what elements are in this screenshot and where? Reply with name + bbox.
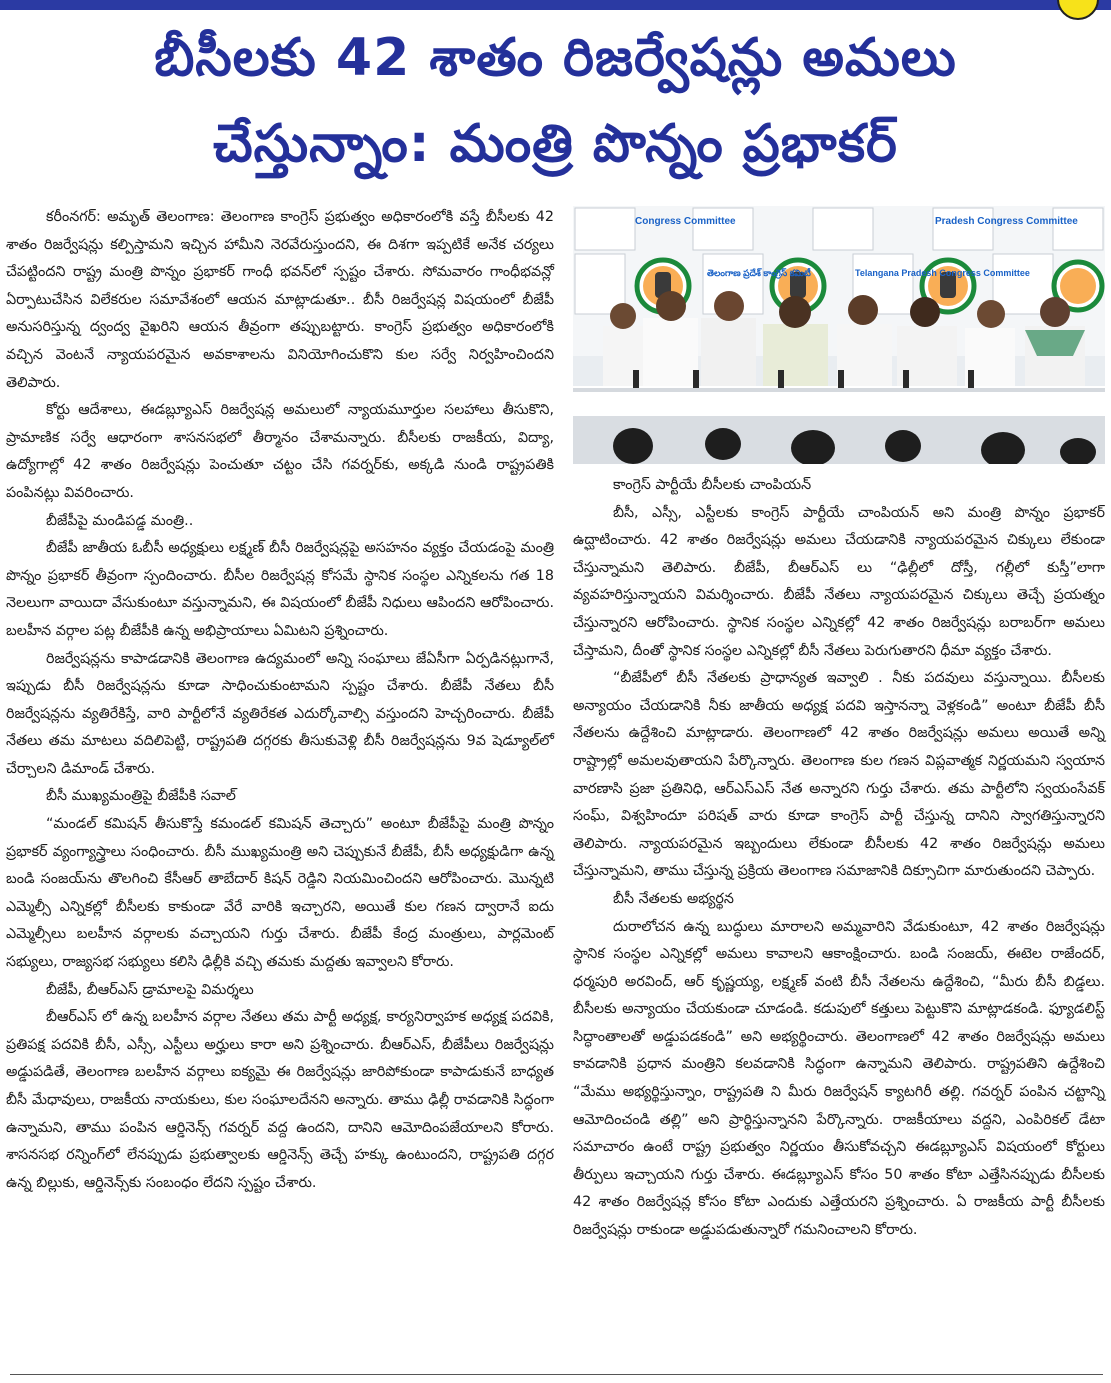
top-color-band bbox=[0, 0, 1111, 10]
paragraph: బీసీ, ఎస్సీ, ఎస్టీలకు కాంగ్రెస్ పార్టీయే చాంపియన్ అని మంత్రి పొన్నం ప్రభాకర్ ఉద్ఘాటించారు. 42 శాతం రిజర్వేషన్లు అమలు చేయడానికి న్యాయపరమైన చిక్కులు లేకుండా చేస్తున్నామని తెలిపారు. బీజేపీ, బీఆర్ఎస్ లు “ఢిల్లీలో దోస్తీ, గల్లీలో కుస్తీ”లాగా వ్యవహరిస్తున్నాయని విమర్శించారు. బీజేపీ నేతలు న్యాయపరమైన చిక్కులు తెచ్చే ప్రయత్నం చేస్తున్నారని ఆరోపించారు. స్థానిక సంస్థల ఎన్నికల్లో 42 శాతం రిజర్వేషన్లు బరాబర్‌గా అమలు చేస్తామని, దీంతో స్థానిక సంస్థల ఎన్నికల్లో బీసీ నేతలు పెరుగుతారని ధీమా వ్యక్తం చేశారు. bbox=[573, 504, 1105, 659]
subheading: బీజేపీ, బీఆర్ఎస్ డ్రామాలపై విమర్శలు bbox=[46, 981, 254, 998]
banner-text: Pradesh Congress Committee bbox=[935, 216, 1078, 227]
right-article-column bbox=[573, 472, 1105, 1245]
subheading: బీసీ నేతలకు అభ్యర్థన bbox=[613, 890, 734, 907]
paragraph: బీజేపీ జాతీయ ఓబీసీ అధ్యక్షులు లక్ష్మణ్ బీసీ రిజర్వేషన్లపై అసహనం వ్యక్తం చేయడంపై మంత్రి పొన్నం ప్రభాకర్ తీవ్రంగా స్పందించారు. బీసీల రిజర్వేషన్ల కోసమే స్థానిక సంస్థల ఎన్నికలను గత 18 నెలలుగా వాయిదా వేసుకుంటూ వస్తున్నామని, ఈ విషయంలో బీజేపీ నిధులు ఆపిందని ఆరోపించారు. బలహీన వర్గాల పట్ల బీజేపీకి ఉన్న అభిప్రాయాలు ఏమిటని ప్రశ్నించారు. bbox=[6, 540, 554, 639]
paragraph: దురాలోచన ఉన్న బుద్ధులు మారాలని అమ్మవారిని వేడుకుంటూ, 42 శాతం రిజర్వేషన్లు స్థానిక సంస్థల ఎన్నికల్లో అమలు కావాలని ఆకాంక్షించారు. బండి సంజయ్, ఈటెల రాజేందర్, ధర్మపురి అరవింద్, ఆర్ కృష్ణయ్య, లక్ష్మణ్ వంటి బీసీ నేతలను ఉద్దేశించి, “మీరు బీసీ బిడ్డలు. బీసీలకు అన్యాయం చేయకుండా చూడండి. కడుపులో కత్తులు పెట్టుకొని మాట్లాడకండి. ఫ్యూడలిస్ట్ సిద్ధాంతాలతో అడ్డుపడకండి” అని అభ్యర్థించారు. తెలంగాణలో 42 శాతం రిజర్వేషన్లు అమలు కావడానికి ప్రధాన మంత్రిని కలవడానికి సిద్ధంగా ఉన్నామని తెలిపారు. రాష్ట్రపతిని ఉద్దేశించి “మేము అభ్యర్థిస్తున్నాం, రాష్ట్రపతి ని మీరు రిజర్వేషన్ క్యాటగిరీ తల్లి. గవర్నర్ పంపిన చట్టాన్ని ఆమోదించండి తల్లి” అని ప్రార్థిస్తున్నానని పేర్కొన్నారు. రాజకీయాలు వద్దని, ఎంపిరికల్ డేటా సమాచారం ఉంటే రాష్ట్ర ప్రభుత్వం నిర్ణయం తీసుకోవచ్చని ఈడబ్ల్యూఎస్ విషయంలో కోర్టులు తీర్పులు ఇచ్చాయని గుర్తు చేశారు. ఈడబ్ల్యూఎస్ కోసం 50 శాతం కోటా ఎత్తేసినప్పుడు బీసీలకు 42 శాతం రిజర్వేషన్ల కోసం కోటా ఎందుకు ఎత్తేయరని ప్రశ్నించారు. ఏ రాజకీయ పార్టీ బీసీలకు రిజర్వేషన్లు రాకుండా అడ్డుపడుతున్నారో గమనించాలని కోరారు. bbox=[573, 918, 1105, 1239]
press-meet-photo-art bbox=[573, 206, 1105, 464]
paragraph: కరీంనగర్: అమృత్ తెలంగాణ: తెలంగాణ కాంగ్రెస్ ప్రభుత్వం అధికారంలోకి వస్తే బీసీలకు 42 శాతం రిజర్వేషన్లు కల్పిస్తామని ఇచ్చిన హామీని నెరవేరుస్తుందని, ఈ దిశగా ఇప్పటికే అనేక చర్యలు చేపట్టిందని రాష్ట్ర మంత్రి పొన్నం ప్రభాకర్ గాంధీ భవన్‌లో స్పష్టం చేశారు. సోమవారం గాంధీభవన్లో ఏర్పాటుచేసిన విలేకరుల సమావేశంలో ఆయన మాట్లాడుతూ.. బీసీ రిజర్వేషన్ల విషయంలో బీజేపీ అనుసరిస్తున్న ద్వంద్వ వైఖరిని ఆయన తీవ్రంగా తప్పుబట్టారు. కాంగ్రెస్ ప్రభుత్వం అధికారంలోకి వచ్చిన వెంటనే న్యాయపరమైన అవకాశాలను వినియోగించుకొని కుల సర్వే నిర్వహించిందని తెలిపారు. bbox=[6, 209, 554, 391]
paragraph: “బీజేపీలో బీసీ నేతలకు ప్రాధాన్యత ఇవ్వాలి . నీకు పదవులు వస్తున్నాయి. బీసీలకు అన్యాయం చేయడానికి నీకు జాతీయ అధ్యక్ష పదవి ఇస్తానన్నా వెళ్లకండి” అంటూ బీజేపీ బీసీ నేతలను ఉద్దేశించి మాట్లాడారు. తెలంగాణలో 42 శాతం రిజర్వేషన్లు అమలు అయితే అన్ని రాష్ట్రాల్లో అమలవుతాయని పేర్కొన్నారు. తెలంగాణ కుల గణన విప్లవాత్మక నిర్ణయమని స్వయాన వారణాసి ప్రజా ప్రతినిధి, ఆర్ఎస్ఎస్ నేత అన్నారని గుర్తు చేశారు. తమ పార్టీలోని స్వయంసేవక్ సంఘ్, విశ్వహిందూ పరిషత్ వారు కూడా కాంగ్రెస్ పార్టీ చేస్తున్న దానిని స్వాగతిస్తున్నారని తెలిపారు. న్యాయపరమైన ఇబ్బందులు లేకుండా బీసీలకు 42 శాతం రిజర్వేషన్లు అమలు చేస్తున్నామని, తాము చేస్తున్న ప్రక్రియ తెలంగాణ సమాజానికి దిక్సూచిగా మారుతుందని చెప్పారు. bbox=[573, 670, 1105, 880]
banner-text: Telangana Pradesh Congress Committee bbox=[855, 268, 1030, 278]
subheading: బీసీ ముఖ్యమంత్రిపై బీజేపీకి సవాల్ bbox=[46, 788, 236, 805]
paragraph: రిజర్వేషన్లను కాపాడడానికి తెలంగాణ ఉద్యమంలో అన్ని సంఘాలు జేఏసీగా ఏర్పడినట్లుగానే, ఇప్పుడు బీసీ రిజర్వేషన్లను కూడా సాధించుకుంటామని స్పష్టం చేశారు. బీజేపీ నేతలు బీసీ రిజర్వేషన్లను వ్యతిరేకిస్తే, వారి పార్టీలోనే వ్యతిరేకత ఎదుర్కోవాల్సి వస్తుందని హెచ్చరించారు. బీజేపీ నేతలు తమ మాటలు వదిలిపెట్టి, రాష్ట్రపతి దగ్గరకు తీసుకువెళ్లి బీసీ రిజర్వేషన్లను 9వ షెడ్యూల్‌లో చేర్చాలని డిమాండ్ చేశారు. bbox=[6, 650, 554, 777]
subheading: బీజేపీపై మండిపడ్డ మంత్రి.. bbox=[46, 512, 194, 529]
banner-text: తెలంగాణ ప్రదేశ్ కాంగ్రెస్ కమిటీ bbox=[707, 268, 811, 278]
paragraph: బీఆర్ఎస్ లో ఉన్న బలహీన వర్గాల నేతలు తమ పార్టీ అధ్యక్ష, కార్యనిర్వాహక అధ్యక్ష పదవికి, ప్రతిపక్ష పదవికి బీసీ, ఎస్సీ, ఎస్టీలు అర్హులు కారా అని ప్రశ్నించారు. బీఆర్ఎస్, బీజేపీలు రిజర్వేషన్లు అడ్డుపడితే, తెలంగాణ బలహీన వర్గాలు ఐక్యమై ఈ రిజర్వేషన్లు జారిపోకుండా కాపాడుకునే బాధ్యత బీసీ మేధావులు, రాజకీయ నాయకులు, కుల సంఘాలదేనని అన్నారు. తాము ఢిల్లీ రావడానికి సిద్ధంగా ఉన్నామని, తాము పంపిన ఆర్డినెన్స్ గవర్నర్ వద్ద ఉందని, దానిని ఆమోదింపజేయాలని కోరారు. శాసనసభ రన్నింగ్‌లో లేనప్పుడు ప్రభుత్వాలకు ఆర్డినెన్స్ తెచ్చే హక్కు ఉంటుందని, రాష్ట్రపతి దగ్గర ఉన్న బిల్లుకు, ఆర్డినెన్స్‌కు సంబంధం లేదని స్పష్టం చేశారు. bbox=[6, 1009, 554, 1191]
banner-text: Congress Committee bbox=[635, 216, 736, 227]
paragraph: కోర్టు ఆదేశాలు, ఈడబ్ల్యూఎస్ రిజర్వేషన్ల అమలులో న్యాయమూర్తుల సలహాలు తీసుకొని, ప్రామాణిక సర్వే ఆధారంగా శాసనసభలో తీర్మానం చేశామన్నారు. బీసీలకు రాజకీయ, విద్యా, ఉద్యోగాల్లో 42 శాతం రిజర్వేషన్లు పెంచుతూ చట్టం చేసి గవర్నర్‌కు, అక్కడి నుండి రాష్ట్రపతికి పంపినట్లు వివరించారు. bbox=[6, 402, 554, 501]
publication-logo-badge bbox=[1057, 0, 1099, 20]
bottom-rule bbox=[10, 1374, 1103, 1375]
headline-line-2: చేస్తున్నాం: మంత్రి పొన్నం ప్రభాకర్ bbox=[213, 114, 898, 174]
photo-caption: కాంగ్రెస్ పార్టీయే బీసీలకు చాంపియన్ bbox=[613, 477, 812, 493]
left-article-column bbox=[6, 204, 554, 1197]
paragraph: “మండల్ కమిషన్ తీసుకొస్తే కమండల్ కమిషన్ తెచ్చారు” అంటూ బీజేపీపై మంత్రి పొన్నం ప్రభాకర్ వ్యంగ్యాస్త్రాలు సంధించారు. బీసీ ముఖ్యమంత్రి అని చెప్పుకునే బీజేపీ, బీసీ అధ్యక్షుడిగా ఉన్న బండి సంజయ్‌ను తొలగించి కేసీఆర్ తాబేదార్ కిషన్ రెడ్డిని నియమించిందని ఆరోపించారు. మొన్నటి ఎమ్మెల్సీ ఎన్నికల్లో బీసీలకు కాకుండా వేరే వారికి ఇచ్చారని, అయితే కుల గణన ద్వారానే ఐదు ఎమ్మెల్సీలు బలహీన వర్గాలకు వచ్చాయని గుర్తు చేశారు. బీజేపీ కేంద్ర మంత్రులు, పార్లమెంట్ సభ్యులు, రాజ్యసభ సభ్యులు కలిసి ఢిల్లీకి వచ్చి తమకు మద్దతు ఇవ్వాలని కోరారు. bbox=[6, 816, 554, 971]
press-meet-photo bbox=[573, 206, 1105, 464]
headline-line-1: బీసీలకు 42 శాతం రిజర్వేషన్లు అమలు bbox=[154, 28, 957, 88]
